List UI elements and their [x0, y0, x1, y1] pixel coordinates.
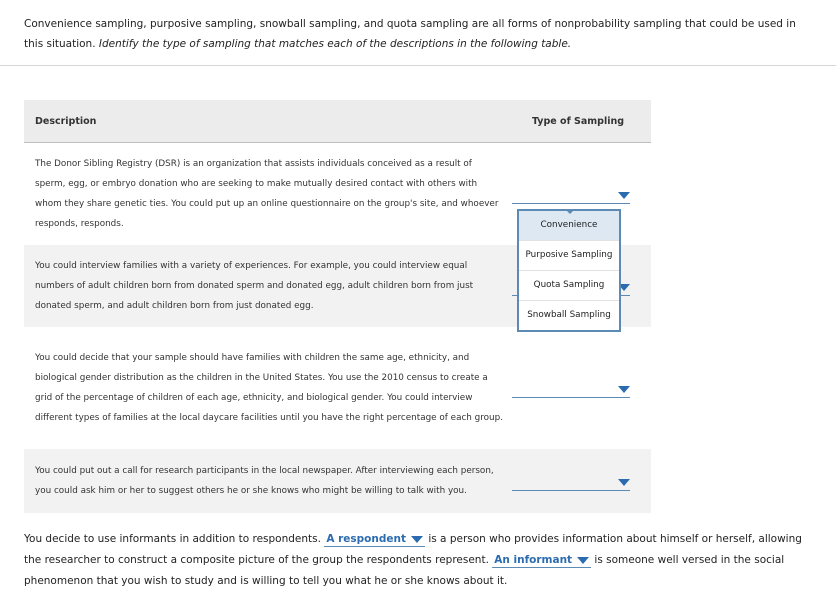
table-row: [24, 449, 651, 513]
chevron-down-icon[interactable]: [577, 557, 589, 564]
respondent-dropdown[interactable]: [324, 532, 425, 547]
bottom-text-3: is someone well versed in the social phenomenon that you wish to study and is willing to tell you what he or she knows about it.: [24, 554, 785, 587]
header-type: Type of Sampling: [505, 100, 651, 143]
chevron-down-icon[interactable]: [618, 386, 630, 393]
respondent-value: A respondent: [326, 533, 406, 545]
option-quota[interactable]: Quota Sampling: [519, 270, 619, 300]
chevron-down-icon[interactable]: [618, 479, 630, 486]
bottom-text-2: is a person who provides information about himself or herself, allowing the researcher to construct a composite picture of the group the respondents represent.: [24, 533, 802, 566]
bottom-paragraph: [24, 529, 814, 592]
table-row: [24, 327, 651, 449]
sampling-type-dropdown[interactable]: [512, 379, 630, 398]
option-snowball[interactable]: Snowball Sampling: [519, 300, 619, 330]
row-description: The Donor Sibling Registry (DSR) is an organization that assists individuals conceived as a result of sperm, egg, or embryo donation who are seeking to make mutually desired contact with others with whom they share genetic ties. You could put up an online questionnaire on the group's site, and whoever responds, responds.: [24, 143, 505, 246]
chevron-down-icon[interactable]: [618, 192, 630, 199]
chevron-down-icon[interactable]: [411, 536, 423, 543]
informant-dropdown[interactable]: [492, 553, 591, 568]
row-description: You could decide that your sample should have families with children the same age, ethnicity, and biological gender distribution as the children in the United States. You use the 2010 census to create a grid of the percentage of children of each age, ethnicity, and biological gender. You could interview different types of families at the local daycare facilities until you have the right percentage of each group.: [24, 327, 505, 449]
intro-text: Convenience sampling, purposive sampling, snowball sampling, and quota sampling are all forms of nonprobability sampling that could be used in this situation.: [24, 18, 796, 50]
bottom-text-1: You decide to use informants in addition to respondents.: [24, 533, 321, 545]
informant-value: An informant: [494, 554, 573, 566]
option-convenience[interactable]: Convenience: [519, 211, 619, 240]
divider: [0, 65, 836, 66]
sampling-type-dropdown[interactable]: [512, 472, 630, 491]
intro-paragraph: [24, 14, 814, 54]
dropdown-options-menu[interactable]: [517, 209, 621, 332]
row-description: You could interview families with a variety of experiences. For example, you could interview equal numbers of adult children born from donated sperm and donated egg, adult children born from just donated sperm, and adult children born from just donated egg.: [24, 245, 505, 327]
sampling-type-dropdown[interactable]: [512, 185, 630, 204]
row-description: You could put out a call for research participants in the local newspaper. After interviewing each person, you could ask him or her to suggest others he or she knows who might be willing to talk with you.: [24, 449, 505, 513]
option-purposive[interactable]: Purposive Sampling: [519, 240, 619, 270]
header-description: Description: [24, 100, 505, 143]
intro-instruction: Identify the type of sampling that matches each of the descriptions in the following table.: [98, 38, 572, 50]
